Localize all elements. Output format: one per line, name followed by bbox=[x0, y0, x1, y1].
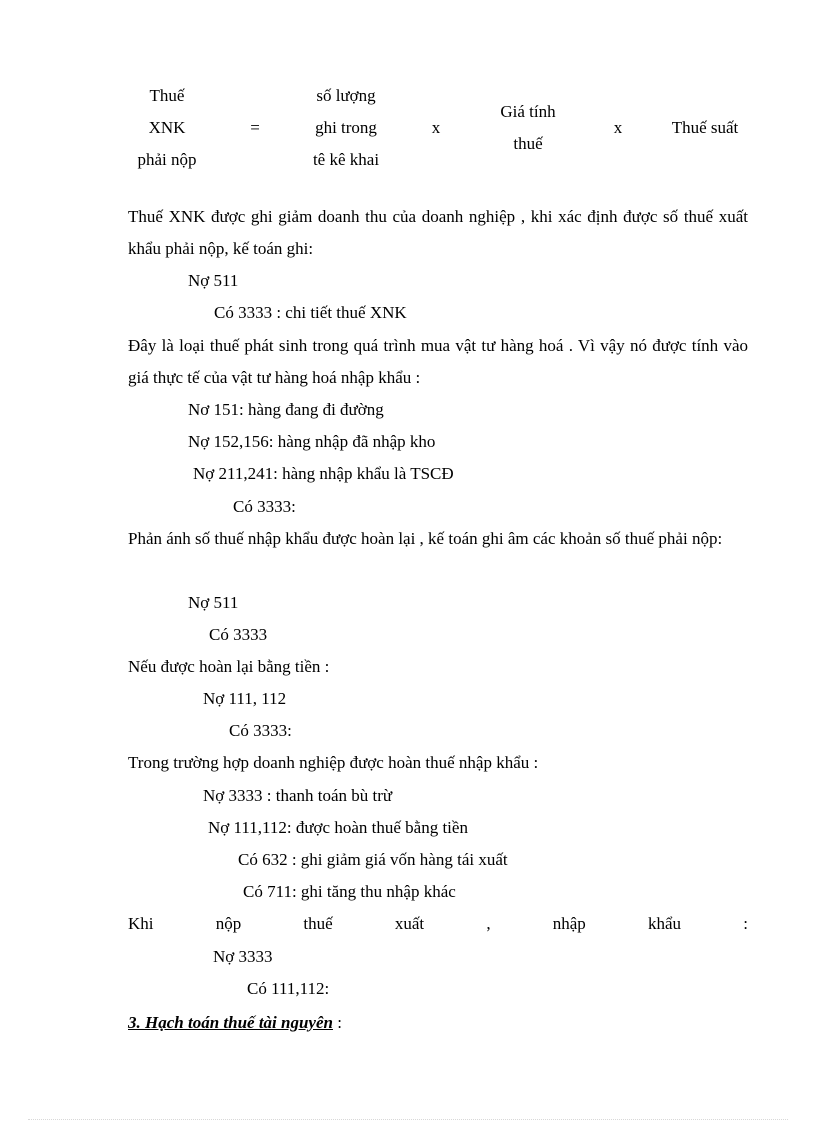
page-bottom-border bbox=[28, 1119, 788, 1120]
entry-debit: Nợ 211,241: hàng nhập khẩu là TSCĐ bbox=[193, 464, 454, 483]
entry-debit: Nợ 3333 bbox=[213, 947, 273, 966]
formula-lhs-line: XNK bbox=[148, 118, 186, 137]
entry-credit: Có 3333: bbox=[229, 721, 292, 740]
formula-lhs-line: Thuế bbox=[149, 86, 185, 105]
formula-lhs bbox=[128, 80, 206, 176]
tax-formula bbox=[128, 80, 748, 180]
paragraph-6 bbox=[128, 913, 748, 935]
formula-rate: Thuế suất bbox=[671, 118, 739, 137]
word: nộp bbox=[215, 914, 242, 933]
entry-debit: Nợ 152,156: hàng nhập đã nhập kho bbox=[188, 432, 436, 451]
paragraph-2: Đây là loại thuế phát sinh trong quá trình mua vật tư hàng hoá . Vì vậy nó được tính vào giá thực tế của vật tư hàng hoá nhập khẩu : bbox=[128, 336, 748, 387]
entry-credit: Có 111,112: bbox=[247, 979, 330, 998]
entry-debit: Nợ 111,112: được hoàn thuế bằng tiền bbox=[208, 818, 468, 837]
formula-times-1: x bbox=[431, 118, 441, 137]
entry-debit: Nợ 511 bbox=[188, 593, 239, 612]
paragraph-3: Phản ánh số thuế nhập khẩu được hoàn lại , kế toán ghi âm các khoản số thuế phải nộp: bbox=[128, 529, 723, 548]
word: nhập bbox=[552, 914, 586, 933]
word: khẩu bbox=[647, 914, 682, 933]
section-heading-suffix: : bbox=[332, 1013, 342, 1032]
word: , bbox=[486, 914, 491, 933]
entry-credit: Có 632 : ghi giảm giá vốn hàng tái xuất bbox=[238, 850, 508, 869]
entry-credit: Có 3333: bbox=[233, 497, 296, 516]
paragraph-4: Nếu được hoàn lại bằng tiền : bbox=[128, 657, 330, 676]
paragraph-1: Thuế XNK được ghi giảm doanh thu của doanh nghiệp , khi xác định được số thuế xuất khẩu phải nộp, kế toán ghi: bbox=[128, 207, 748, 258]
entry-debit: Nơ 151: hàng đang đi đường bbox=[188, 400, 384, 419]
formula-price-line: thuế bbox=[513, 134, 543, 153]
formula-lhs-line: phải nộp bbox=[137, 150, 197, 169]
formula-quantity bbox=[303, 80, 389, 176]
entry-debit: Nợ 111, 112 bbox=[203, 689, 287, 708]
formula-quantity-line: tê kê khai bbox=[312, 150, 380, 169]
entry-credit: Có 3333 bbox=[209, 625, 268, 644]
word: thuế bbox=[303, 914, 333, 933]
formula-quantity-line: số lượng bbox=[316, 86, 376, 105]
word: : bbox=[743, 914, 748, 933]
formula-equals: = bbox=[250, 118, 260, 137]
entry-debit: Nợ 511 bbox=[188, 271, 239, 290]
formula-quantity-line: ghi trong bbox=[315, 118, 377, 137]
formula-price bbox=[486, 96, 570, 160]
entry-credit: Có 711: ghi tăng thu nhập khác bbox=[243, 882, 456, 901]
paragraph-5: Trong trường hợp doanh nghiệp được hoàn thuế nhập khẩu : bbox=[128, 753, 539, 772]
section-heading-text: 3. Hạch toán thuế tài nguyên bbox=[128, 1013, 333, 1032]
section-heading bbox=[128, 1012, 342, 1034]
word: xuất bbox=[394, 914, 425, 933]
formula-price-line: Giá tính bbox=[500, 102, 556, 121]
formula-times-2: x bbox=[613, 118, 623, 137]
word: Khi bbox=[128, 914, 154, 933]
entry-credit: Có 3333 : chi tiết thuế XNK bbox=[214, 303, 407, 322]
entry-debit: Nợ 3333 : thanh toán bù trừ bbox=[203, 786, 393, 805]
